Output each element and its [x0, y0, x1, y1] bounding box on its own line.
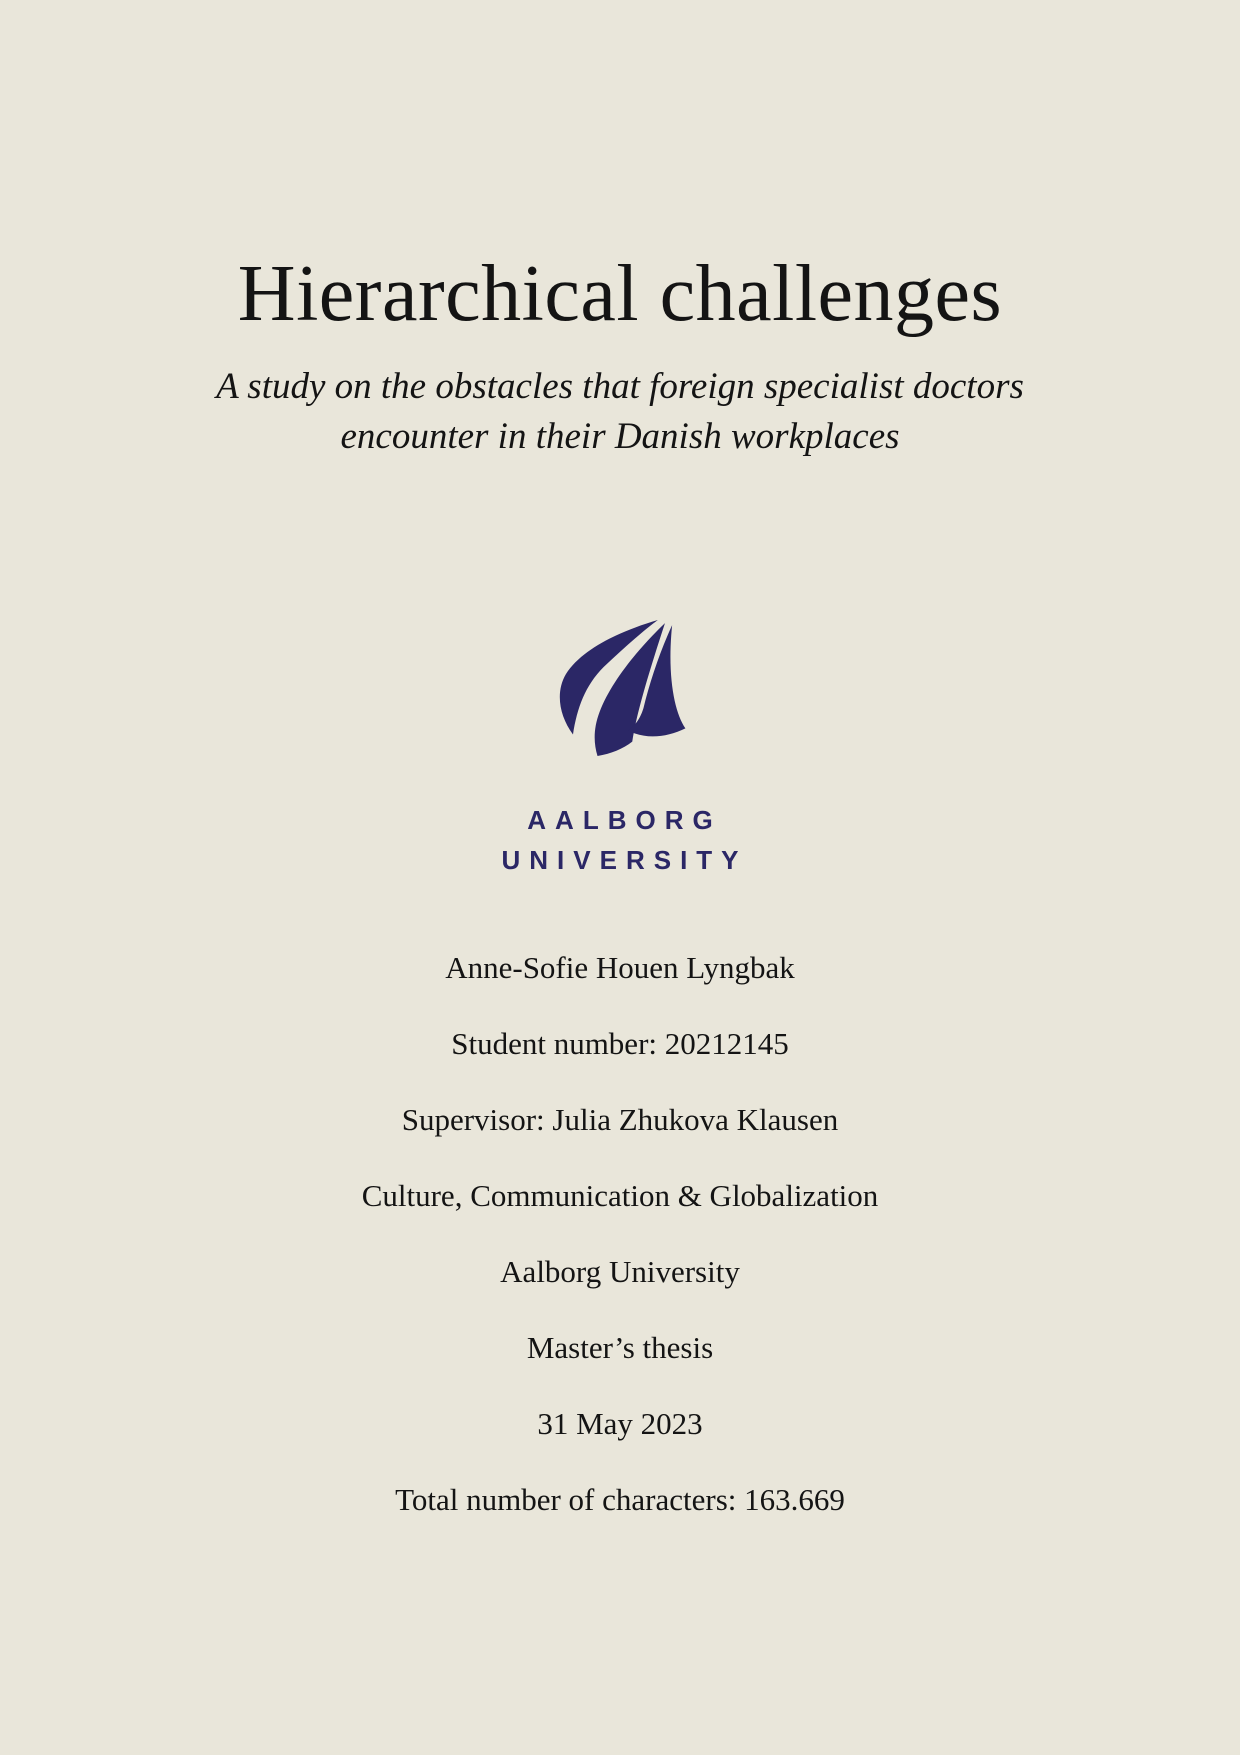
thesis-subtitle-line-2: encounter in their Danish workplaces	[340, 416, 900, 457]
thesis-subtitle-line-1: A study on the obstacles that foreign specialist doctors	[216, 366, 1024, 407]
thesis-title: Hierarchical challenges	[237, 250, 1003, 338]
wordmark-line-university: UNIVERSITY	[501, 845, 748, 875]
student-number: Student number: 20212145	[451, 1026, 789, 1061]
university-name: Aalborg University	[500, 1254, 740, 1289]
thesis-subtitle	[0, 362, 1240, 462]
thesis-type: Master’s thesis	[526, 1330, 714, 1365]
programme: Culture, Communication & Globalization	[361, 1178, 879, 1213]
thesis-details-block	[0, 930, 1240, 1538]
wordmark-line-aalborg: AALBORG	[527, 805, 722, 835]
submission-date: 31 May 2023	[537, 1406, 703, 1441]
character-count: Total number of characters: 163.669	[395, 1482, 845, 1517]
aalborg-university-swirl-icon	[553, 618, 688, 757]
aalborg-university-wordmark	[0, 800, 1240, 880]
supervisor: Supervisor: Julia Zhukova Klausen	[401, 1102, 839, 1137]
author-name: Anne-Sofie Houen Lyngbak	[445, 950, 795, 985]
